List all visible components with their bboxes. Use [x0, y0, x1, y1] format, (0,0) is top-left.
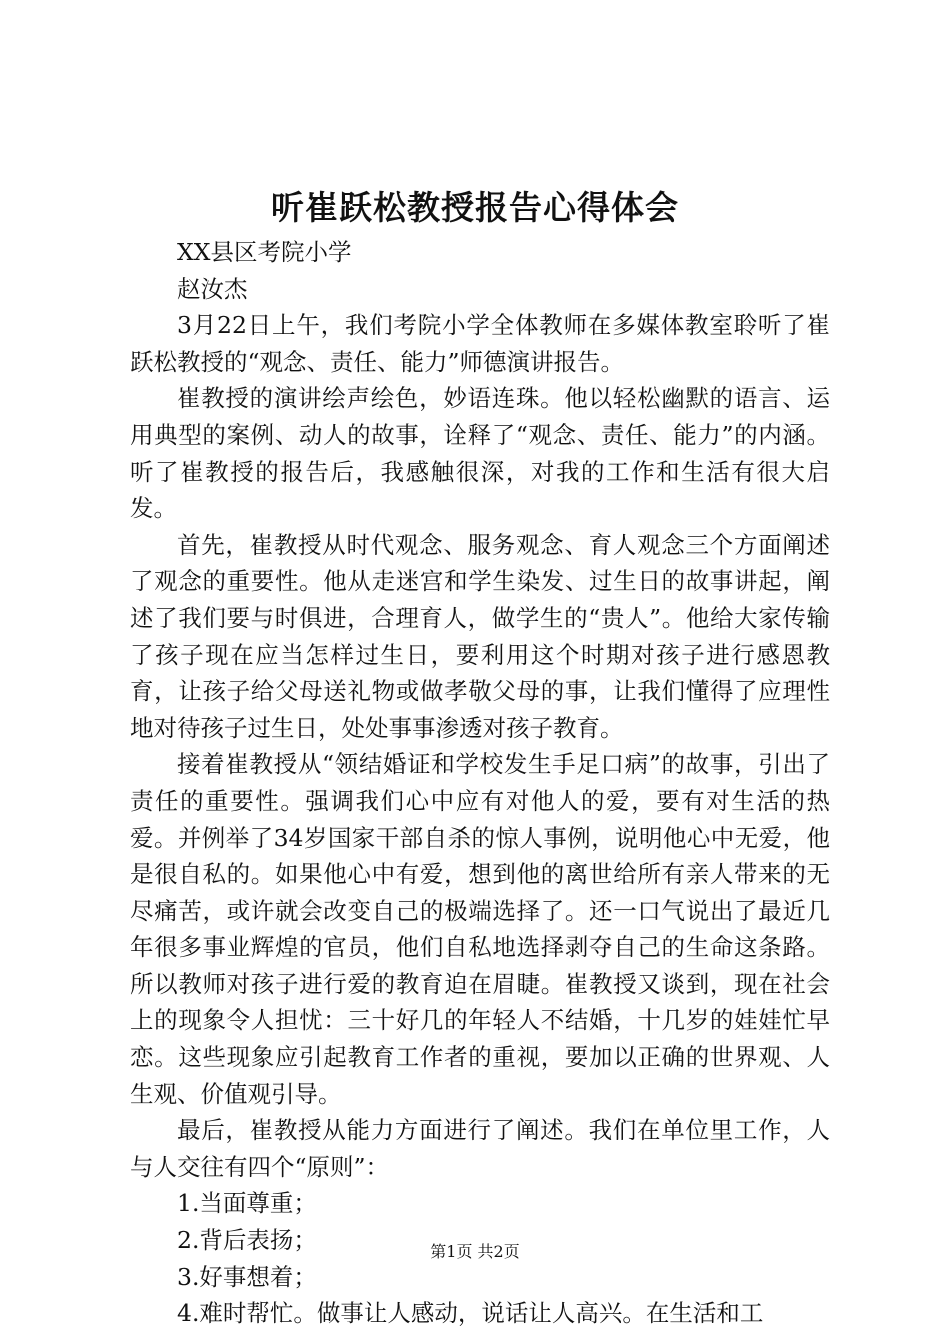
- document-title: 听崔跃松教授报告心得体会: [271, 188, 679, 227]
- list-item: 2.背后表扬；: [177, 1226, 317, 1255]
- school-name: XX县区考院小学: [177, 238, 352, 266]
- paragraph: 接着崔教授从“领结婚证和学校发生手足口病”的故事，引出了责任的重要性。强调我们心中应有对他人的爱，要有对生活的热爱。并例举了34岁国家干部自杀的惊人事例，说明他心中无爱，他是很自私的。如果他心中有爱，想到他的离世给所有亲人带来的无尽痛苦，或许就会改变自己的极端选择了。还一口气说出了最近几年很多事业辉煌的官员，他们自私地选择剥夺自己的生命这条路。所以教师对孩子进行爱的教育迫在眉睫。崔教授又谈到，现在社会上的现象令人担忧：三十好几的年轻人不结婚，十几岁的娃娃忙早恋。这些现象应引起教育工作者的重视，要加以正确的世界观、人生观、价值观引导。: [130, 750, 830, 1108]
- paragraph: 崔教授的演讲绘声绘色，妙语连珠。他以轻松幽默的语言、运用典型的案例、动人的故事，诠释了“观念、责任、能力”的内涵。听了崔教授的报告后，我感触很深，对我的工作和生活有很大启发。: [130, 384, 830, 523]
- paragraph: 首先，崔教授从时代观念、服务观念、育人观念三个方面阐述了观念的重要性。他从走迷宫和学生染发、过生日的故事讲起，阐述了我们要与时俱进，合理育人，做学生的“贵人”。他给大家传输了孩子现在应当怎样过生日，要利用这个时期对孩子进行感恩教育，让孩子给父母送礼物或做孝敬父母的事，让我们懂得了应理性地对待孩子过生日，处处事事渗透对孩子教育。: [130, 530, 830, 742]
- list-item: 4.难时帮忙。做事让人感动，说话让人高兴。在生活和工: [177, 1299, 764, 1328]
- paragraph: 3月22日上午，我们考院小学全体教师在多媒体教室聆听了崔跃松教授的“观念、责任、能力”师德演讲报告。: [130, 311, 830, 376]
- list-item: 1.当面尊重；: [177, 1189, 317, 1218]
- document-body: [130, 234, 830, 1332]
- page-footer: 第1页 共2页: [430, 1242, 520, 1261]
- paragraph: 最后，崔教授从能力方面进行了阐述。我们在单位里工作，人与人交往有四个“原则”：: [130, 1116, 830, 1181]
- author-name: 赵汝杰: [177, 274, 248, 303]
- list-item: 3.好事想着；: [177, 1262, 317, 1291]
